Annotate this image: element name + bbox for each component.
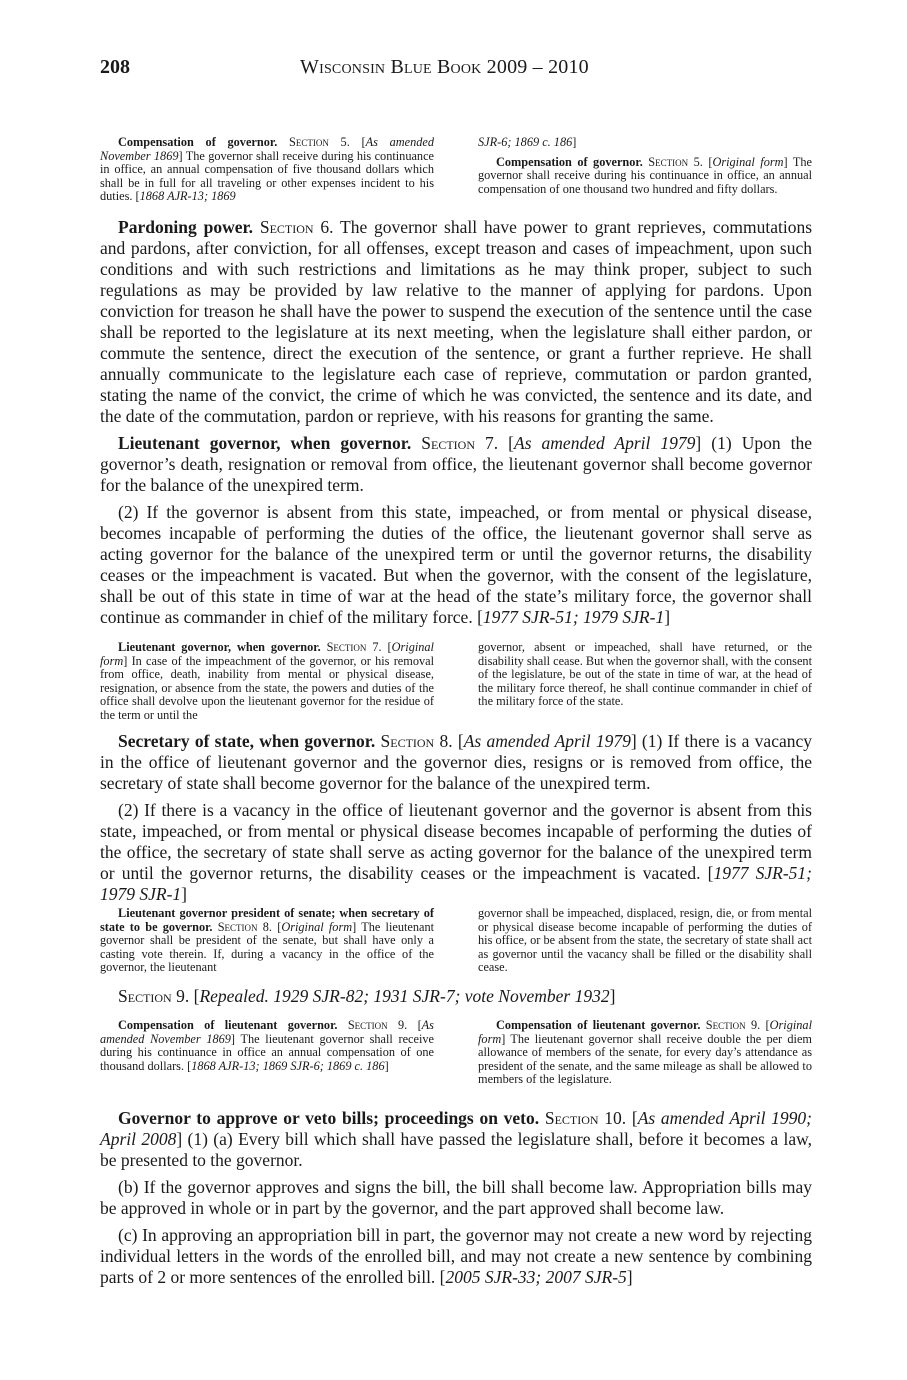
note-paragraph: SJR-6; 1869 c. 186] <box>478 135 577 149</box>
note-heading: Compensation of lieutenant governor. <box>118 1018 338 1032</box>
section-heading: Governor to approve or veto bills; proceedings on veto. <box>118 1108 540 1128</box>
note-heading: Compensation of governor. <box>496 154 643 169</box>
note-heading: Lieutenant governor president of senate; when secretary of state to be governor. <box>100 906 434 934</box>
note-heading: Compensation of lieutenant governor. <box>496 1018 701 1032</box>
section-heading: Secretary of state, when governor. <box>118 731 376 751</box>
section-label: Section <box>544 1108 599 1128</box>
amendment-note: As amended April 1979 <box>463 731 631 751</box>
section-7-paragraph-2: (2) If the governor is absent from this state, impeached, or from mental or physical disease, becomes incapable of performing the duties of the office, the lieutenant governor shall serve as acting governor for the balance of the unexpired term or until the governor returns, the disability ceases or the impeachment is vacated. But when the governor, with the consent of the legislature, shall be out of this state in time of war at the head of the state’s military force, the governor shall continue as commander in chief of the military force. [1977 SJR-51; 1979 SJR-1] <box>100 502 812 627</box>
section-8-paragraph-1: Secretary of state, when governor. Section 8. [As amended April 1979] (1) If there is a vacancy in the office of lieutenant governor and the governor dies, resigns or is removed from office, the secretary of state shall become governor for the balance of the unexpired term. <box>100 731 813 793</box>
citation: 1977 SJR-51; 1979 SJR-1 <box>482 607 665 627</box>
main-text-section-8 <box>100 731 812 911</box>
section-label: Section <box>380 731 435 751</box>
section-label: Section <box>705 1018 746 1032</box>
amendment-note: As amended November 1869 <box>100 1018 434 1046</box>
note-section-9 <box>100 1019 812 1087</box>
section-label: Section <box>326 640 367 654</box>
note-left-column <box>100 1019 434 1087</box>
section-6-paragraph: Pardoning power. Section 6. The governor shall have power to grant reprieves, commutations and pardons, after conviction, for all offenses, except treason and cases of impeachment, upon such conditions and with such restrictions and limitations as he may think proper, subject to such regulations as may be provided by law relative to the manner of applying for pardons. Upon conviction for treason he shall have the power to suspend the execution of the sentence until the case shall be reported to the legislature at its next meeting, when the legislature shall either pardon, or commute the sentence, direct the execution of the sentence, or grant a further reprieve. He shall annually communicate to the legislature each case of reprieve, commutation or pardon granted, stating the name of the convict, the crime of which he was convicted, the sentence and its date, and the date of the commutation, pardon or reprieve, with his reasons for granting the same. <box>100 217 813 426</box>
note-paragraph: Compensation of lieutenant governor. Section 9. [As amended November 1869] The lieutenant governor shall receive during his continuance in office an annual compensation of one thousand dollars. [1868 AJR-13; 1869 SJR-6; 1869 c. 186] <box>100 1018 434 1073</box>
main-text-section-10 <box>100 1108 812 1294</box>
section-heading: Lieutenant governor, when governor. <box>118 433 412 453</box>
note-left-column <box>100 641 434 723</box>
note-paragraph: Lieutenant governor, when governor. Section 7. [Original form] In case of the impeachment of the governor, or his removal from office, death, inability from mental or physical disease, resignation, or absence from the state, the powers and duties of the office shall devolve upon the lieutenant governor for the residue of the term or until the <box>100 640 434 722</box>
note-paragraph: Compensation of lieutenant governor. Section 9. [Original form] The lieutenant governor shall receive double the per diem allowance of members of the senate, for every day’s attendance as president of the senate, and the same mileage as shall be allowed to members of the legislature. <box>478 1018 812 1087</box>
note-paragraph: governor shall be impeached, displaced, resign, die, or from mental or physical disease become incapable of performing the duties of his office, or be absent from the state, the secretary of state shall act as governor until the vacancy shall be filled or the disability shall cease. <box>478 906 812 975</box>
main-text-sections-6-7 <box>100 217 812 634</box>
amendment-note: Original form <box>100 640 434 668</box>
amendment-note: As amended April 1979 <box>514 433 696 453</box>
note-paragraph: Lieutenant governor president of senate; when secretary of state to be governor. Section 8. [Original form] The lieutenant governor shall be president of the senate, but shall have only a casting vote therein. If, during a vacancy in the office of the governor, the lieutenant <box>100 906 435 975</box>
section-9 <box>100 986 812 1007</box>
section-label: Section <box>347 1018 388 1032</box>
section-9-paragraph: Section 9. [Repealed. 1929 SJR-82; 1931 SJR-7; vote November 1932] <box>118 986 616 1006</box>
note-paragraph: Compensation of governor. Section 5. [Original form] The governor shall receive during his continuance in office, an annual compensation of one thousand two hundred and fifty dollars. <box>478 154 812 196</box>
note-left-column <box>100 907 434 975</box>
note-section-5 <box>100 136 812 204</box>
repeal-note: Repealed. 1929 SJR-82; 1931 SJR-7; vote November 1932 <box>199 986 610 1006</box>
note-right-column <box>478 1019 812 1087</box>
note-right-column <box>478 907 812 975</box>
section-label: Section <box>288 135 329 149</box>
note-right-column <box>478 136 812 204</box>
section-7-paragraph-1: Lieutenant governor, when governor. Section 7. [As amended April 1979] (1) Upon the governor’s death, resignation or removal from office, the lieutenant governor shall become governor for the balance of the unexpired term. <box>100 433 812 495</box>
note-left-column <box>100 136 434 204</box>
section-label: Section <box>217 919 258 934</box>
citation: SJR-6; 1869 c. 186 <box>478 135 573 149</box>
note-section-7 <box>100 641 812 723</box>
amendment-note: Original form <box>478 1018 812 1046</box>
note-heading: Lieutenant governor, when governor. <box>118 640 321 654</box>
section-10-paragraph-a: Governor to approve or veto bills; proceedings on veto. Section 10. [As amended April 1990; April 2008] (1) (a) Every bill which shall have passed the legislature shall, before it becomes a law, be presented to the governor. <box>100 1108 813 1170</box>
note-paragraph: governor, absent or impeached, shall have returned, or the disability shall cease. But when the governor shall, with the consent of the legislature, be out of the state in time of war, at the head of the military force thereof, he shall continue commander in chief of the military force of the state. <box>478 640 812 709</box>
section-10-paragraph-b: (b) If the governor approves and signs the bill, the bill shall become law. Appropriation bills may be approved in whole or in part by the governor, and the part approved shall become law. <box>100 1177 812 1218</box>
note-heading: Compensation of governor. <box>118 135 278 149</box>
citation: 1868 AJR-13; 1869 SJR-6; 1869 c. 186 <box>191 1058 385 1073</box>
section-label: Section <box>648 154 689 169</box>
section-8-paragraph-2: (2) If there is a vacancy in the office of lieutenant governor and the governor is absent from this state, impeached, or from mental or physical disease becomes incapable of performing the duties of the office, the secretary of state shall serve as acting governor for the balance of the unexpired term or until the governor returns, the disability ceases or the impeachment is vacated. [1977 SJR-51; 1979 SJR-1] <box>100 800 812 904</box>
amendment-note: Original form <box>712 154 784 169</box>
running-header <box>100 56 812 82</box>
section-10-paragraph-c: (c) In approving an appropriation bill in part, the governor may not create a new word by rejecting individual letters in the words of the enrolled bill, and may not create a new sentence by combining parts of 2 or more sentences of the enrolled bill. [2005 SJR-33; 2007 SJR-5] <box>100 1225 812 1287</box>
page-number: 208 <box>100 56 130 78</box>
section-label: Section <box>421 433 475 453</box>
amendment-note: As amended April 1990; April 2008 <box>100 1108 813 1149</box>
section-heading: Pardoning power. <box>118 217 254 237</box>
note-section-8 <box>100 907 812 975</box>
section-label: Section <box>118 986 172 1006</box>
citation: 2005 SJR-33; 2007 SJR-5 <box>445 1267 627 1287</box>
note-right-column <box>478 641 812 723</box>
citation: 1868 AJR-13; 1869 <box>139 189 236 204</box>
citation: 1977 SJR-51; 1979 SJR-1 <box>100 863 812 904</box>
note-paragraph: Compensation of governor. Section 5. [As amended November 1869] The governor shall receive during his continuance in office, an annual compensation of five thousand dollars which shall be in full for all traveling or other expenses incident to his duties. [1868 AJR-13; 1869 <box>100 135 434 204</box>
amendment-note: As amended November 1869 <box>100 135 434 163</box>
amendment-note: Original form <box>281 919 353 934</box>
section-label: Section <box>259 217 314 237</box>
book-title: Wisconsin Blue Book 2009 – 2010 <box>300 56 589 78</box>
